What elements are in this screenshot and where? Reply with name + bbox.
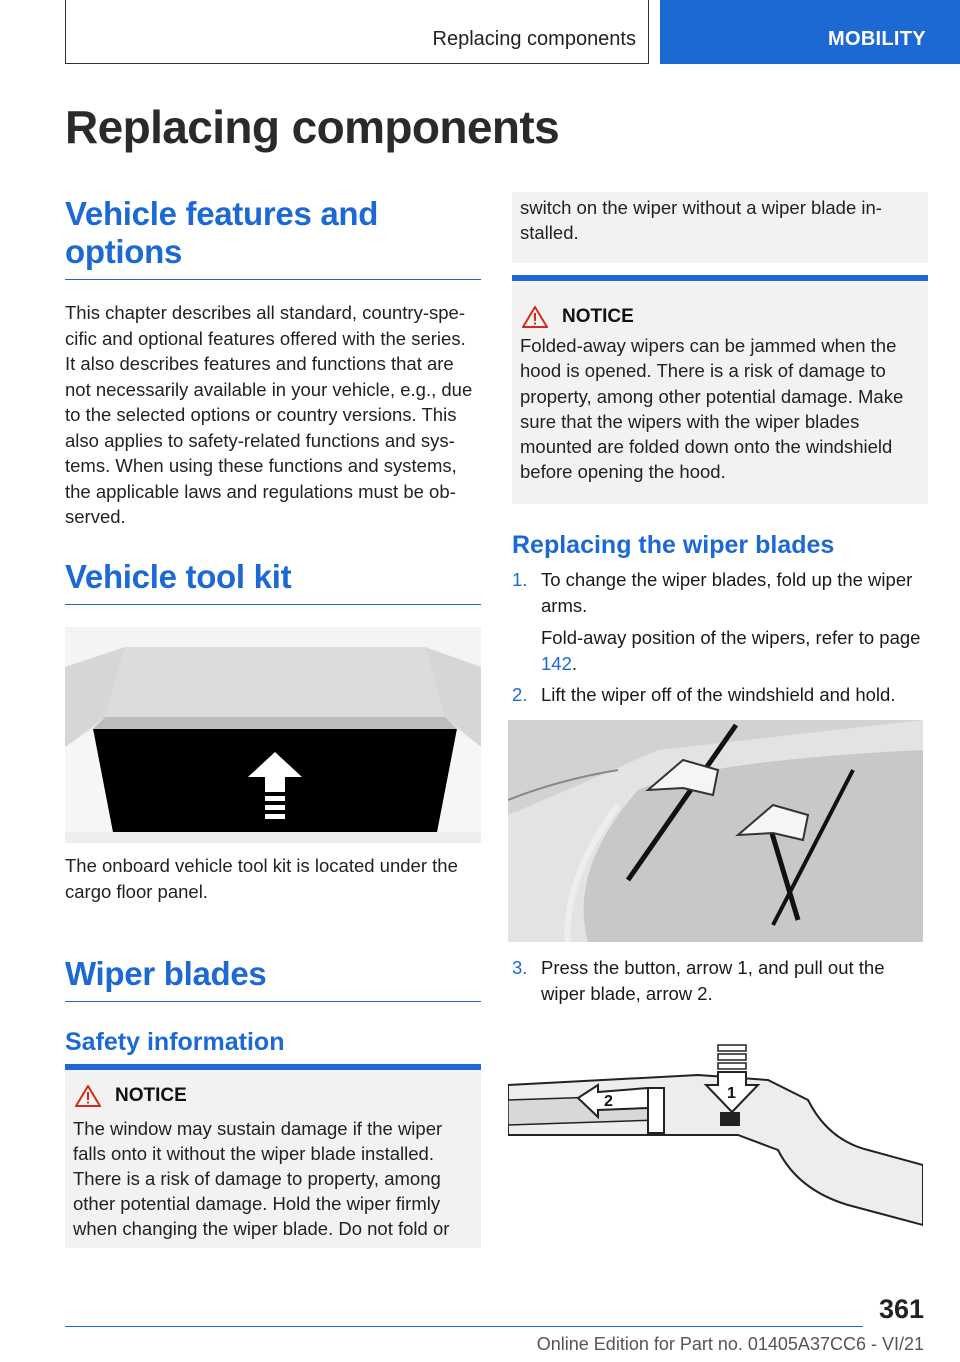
safety-information-heading: Safety information bbox=[65, 1028, 285, 1056]
replacing-section bbox=[512, 531, 928, 708]
notice-2-text: Folded-away wipers can be jammed when the hood is opened. There is a risk of damage to property, among other potential damage. Make sure that the wipers with the wiper blades mounted are folded down onto the windshield before opening the hood. bbox=[520, 335, 904, 483]
windshield-illustration bbox=[508, 720, 923, 942]
heading-rule bbox=[65, 604, 481, 605]
tool-kit-figure bbox=[65, 627, 481, 843]
warning-triangle-icon bbox=[522, 306, 548, 328]
step-number: 1. bbox=[512, 569, 528, 590]
warning-triangle-icon bbox=[75, 1085, 101, 1107]
heading-rule bbox=[65, 1001, 481, 1002]
left-column bbox=[65, 195, 481, 530]
list-item bbox=[512, 567, 928, 676]
notice-box-1 bbox=[65, 1064, 481, 1248]
footer-edition: Online Edition for Part no. 01405A37CC6 - VI/21 bbox=[536, 1334, 924, 1354]
heading-rule bbox=[65, 279, 481, 280]
tool-kit-caption: The onboard vehicle tool kit is located under the cargo floor panel. bbox=[65, 855, 458, 902]
step-number: 2. bbox=[512, 684, 528, 705]
list-item bbox=[512, 955, 928, 1006]
wiper-blades-heading: Wiper blades bbox=[65, 955, 267, 992]
header-section-label: MOBILITY bbox=[828, 28, 926, 50]
wiper-blades-section bbox=[65, 955, 481, 1057]
vehicle-features-body: This chapter describes all standard, country-spe-cific and optional features offered with the series. It also describes features and functions that are not necessarily available in your vehicle, e.g., due to the selected options or country versions. This also applies to safety-related functions and sys-tems. When using these functions and systems, the applicable laws and regulations must be ob-served. bbox=[65, 302, 473, 527]
step-subtext-prefix: Fold-away position of the wipers, refer to page bbox=[541, 627, 921, 648]
page-reference-link[interactable]: 142 bbox=[541, 652, 572, 674]
replacing-wiper-blades-heading: Replacing the wiper blades bbox=[512, 531, 835, 559]
arrow-2-label: 2 bbox=[604, 1093, 613, 1110]
step-subtext bbox=[541, 625, 928, 676]
notice-header bbox=[73, 1076, 473, 1116]
list-item bbox=[512, 682, 928, 708]
notice-box-2 bbox=[512, 275, 928, 504]
arrow-1-label: 1 bbox=[727, 1085, 736, 1102]
step-text: To change the wiper blades, fold up the wiper arms. bbox=[541, 569, 913, 616]
page-title: Replacing components bbox=[65, 101, 560, 153]
notice-label: NOTICE bbox=[115, 1085, 187, 1106]
notice-1-text-continued: switch on the wiper without a wiper blade in-stalled. bbox=[520, 197, 882, 243]
tool-kit-heading: Vehicle tool kit bbox=[65, 558, 292, 595]
header-section-tab bbox=[660, 0, 960, 64]
footer-rule bbox=[65, 1326, 863, 1327]
tool-kit-caption-block bbox=[65, 853, 481, 904]
notice-box-1-continued bbox=[512, 192, 928, 263]
step-3-block bbox=[512, 955, 928, 1006]
trunk-illustration bbox=[65, 627, 481, 843]
vehicle-features-heading: Vehicle features and options bbox=[65, 195, 379, 270]
windshield-wiper-figure bbox=[508, 720, 923, 942]
notice-header bbox=[520, 301, 920, 333]
step-subtext-suffix: . bbox=[571, 652, 578, 674]
notice-label: NOTICE bbox=[562, 306, 634, 327]
notice-1-text: The window may sustain damage if the wiper falls onto it without the wiper blade installed. There is a risk of damage to property, among other potential damage. Hold the wiper firmly when changing the wiper blade. Do not fold or bbox=[73, 1118, 450, 1239]
wiper-blade-release-figure bbox=[508, 1040, 923, 1240]
page-number: 361 bbox=[878, 1294, 924, 1324]
header-chapter-title: Replacing components bbox=[432, 28, 636, 50]
header-chapter-box bbox=[65, 0, 649, 64]
step-text: Press the button, arrow 1, and pull out the wiper blade, arrow 2. bbox=[541, 957, 885, 1004]
tool-kit-section bbox=[65, 558, 481, 605]
step-text: Lift the wiper off of the windshield and hold. bbox=[541, 684, 896, 705]
wiper-blade-illustration bbox=[508, 1040, 923, 1240]
step-number: 3. bbox=[512, 957, 528, 978]
